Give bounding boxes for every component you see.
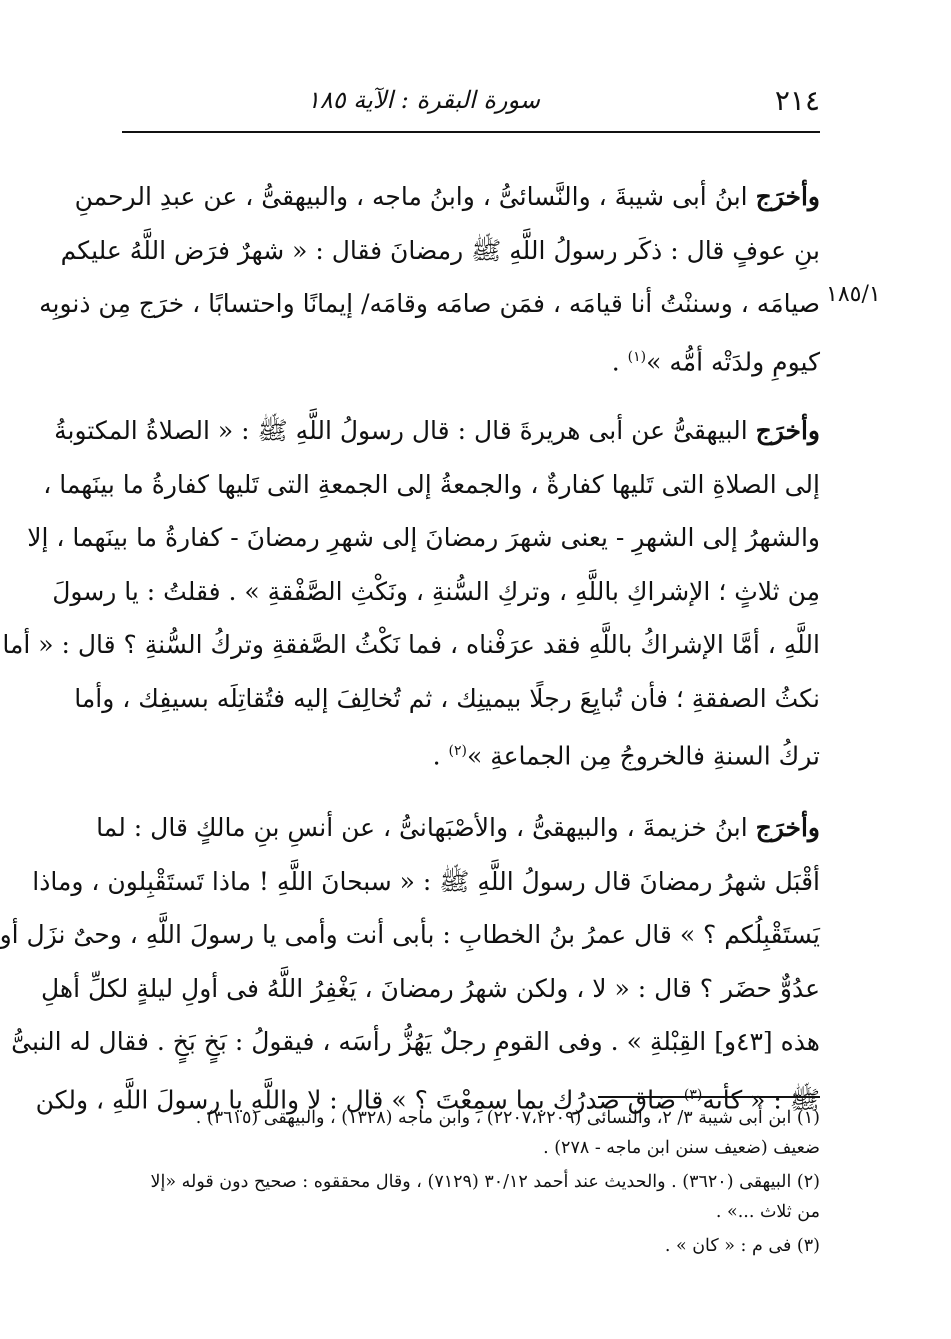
text-line: اللَّهِ ، أمَّا الإشراكُ باللَّهِ فقد عرَفْناه ، فما نَكْثُ الصَّفقةِ وتركُ السُّنةِ ؟ قال : « أما — [2, 630, 820, 660]
line-text: ابنُ خزيمةَ ، والبيهقىُّ ، والأصْبَهانىُّ ، عن أنسِ بنِ مالكٍ قال : لما — [96, 813, 756, 843]
text-line: يَستَقْبِلُكم ؟ » قال عمرُ بنُ الخطابِ : بأبى أنت وأمى يا رسولَ اللَّهِ ، وحىٌ نزَل أو — [0, 920, 820, 950]
text-line: إلى الصلاةِ التى تَليها كفارةٌ ، والجمعةُ إلى الجمعةِ التى تَليها كفارةُ ما بينَهما ، — [43, 469, 820, 499]
footnote-ref[interactable]: (٢) — [448, 743, 467, 760]
footnote-1 — [122, 1103, 820, 1163]
text-line: مِن ثلاثٍ ؛ الإشراكِ باللَّهِ ، وتركِ السُّنةِ ، ونَكْثِ الصَّفْقةِ » . فقلتُ : يا رسولَ — [52, 576, 820, 606]
line-text: . — [432, 741, 449, 771]
lead-word: وأخرَج — [755, 182, 820, 211]
line-text: كيومِ ولدَتْه أمُّه » — [646, 346, 820, 376]
paragraph-1 — [39, 170, 820, 388]
lead-word: وأخرَج — [755, 416, 820, 446]
text-line — [122, 725, 820, 783]
footnote-line: من ثلاث ...» . — [715, 1202, 820, 1222]
line-text: البيهقىُّ عن أبى هريرةَ قال : قال رسولُ اللَّهِ ﷺ : « الصلاةُ المكتوبةُ — [54, 416, 756, 446]
page-number: ٢١٤ — [774, 84, 820, 117]
text-line — [74, 170, 820, 224]
text-line: عدُوٌّ حضَر ؟ قال : « لا ، ولكن شهرُ رمضانَ ، يَغْفِرُ اللَّهُ فى أولِ ليلةٍ لكلِّ أهلِ — [40, 973, 820, 1003]
line-text: . — [611, 346, 628, 376]
line-text: ﷺ : « كأنه — [702, 1084, 820, 1114]
line-text: ضاق صدرُك بما سمِعْتَ ؟ » قال : لا واللَّهِ يا رسولَ اللَّهِ ، ولكن — [35, 1084, 684, 1114]
text-line: صيامَه ، وسننْتُ أنا قيامَه ، فمَن صامَه وقامَه/ إيمانًا واحتسابًا ، خرَج مِن ذنوبِه — [39, 289, 820, 318]
footnote-divider — [598, 1096, 820, 1098]
margin-reference: ١٨٥/١ — [826, 282, 881, 307]
text-line: والشهرُ إلى الشهرِ - يعنى شهرَ رمضانَ إلى شهرِ رمضانَ - كفارةُ ما بينَهما ، إلا — [27, 523, 820, 553]
main-text — [0, 170, 820, 1126]
line-text: ابنُ أبى شيبةَ ، والنَّسائىُّ ، وابنُ ماجه ، والبيهقىُّ ، عن عبدِ الرحمنِ — [74, 182, 756, 211]
text-line: بنِ عوفٍ قال : ذكَر رسولُ اللَّهِ ﷺ رمضانَ فقال : « شهرٌ فرَض اللَّهُ عليكم — [60, 235, 820, 265]
footnote-line: (٣) فى م : « كان » . — [664, 1236, 820, 1256]
footnote-ref[interactable]: (١) — [627, 348, 647, 365]
footnote-line: (١) ابن أبى شيبة ٣/ ٢، والنسائى (٢٢٠٧،٢٢٠٩) ، وابن ماجه (١٣٢٨) ، والبيهقى (٣٦١٥) . — [195, 1108, 820, 1128]
text-line: هذه [٤٣و] القِبْلةِ » . وفى القومِ رجلٌ يَهُزُّ رأسَه ، فيقولُ : بَخٍ بَخٍ . فقال له النبىُّ — [11, 1027, 820, 1057]
footnote-3 — [122, 1231, 820, 1261]
footnotes — [122, 1103, 820, 1265]
text-line: نكثُ الصفقةِ ؛ فأن تُبايِعَ رجلًا بيمينِك ، ثم تُخالِفَ إليه فتُقاتِلَه بسيفِك ، وأما — [74, 683, 820, 713]
text-line — [54, 404, 820, 458]
text-line: أقْبَل شهرُ رمضانَ قال رسولُ اللَّهِ ﷺ : « سبحانَ اللَّهِ ! ماذا تَستَقْبِلون ، وماذا — [32, 866, 820, 896]
paragraph-3 — [0, 801, 820, 1126]
header-divider — [122, 131, 820, 133]
line-text: تركُ السنةِ فالخروجُ مِن الجماعةِ » — [466, 741, 820, 771]
footnote-2 — [122, 1167, 820, 1227]
lead-word: وأخرَج — [755, 813, 820, 843]
text-line — [96, 801, 820, 855]
running-title: سورة البقرة : الآية ١٨٥ — [306, 86, 540, 114]
page-header — [120, 84, 820, 124]
footnote-line: (٢) البيهقى (٣٦٢٠) . والحديث عند أحمد ٣٠/١٢ (٧١٢٩) ، وقال محققوه : صحيح دون قوله «إلا — [150, 1172, 820, 1192]
footnote-line: ضعيف (ضعيف سنن ابن ماجه - ٢٧٨) . — [543, 1138, 820, 1158]
footnote-ref[interactable]: (٣) — [683, 1086, 703, 1103]
paragraph-2 — [2, 404, 820, 783]
text-line — [122, 331, 820, 389]
